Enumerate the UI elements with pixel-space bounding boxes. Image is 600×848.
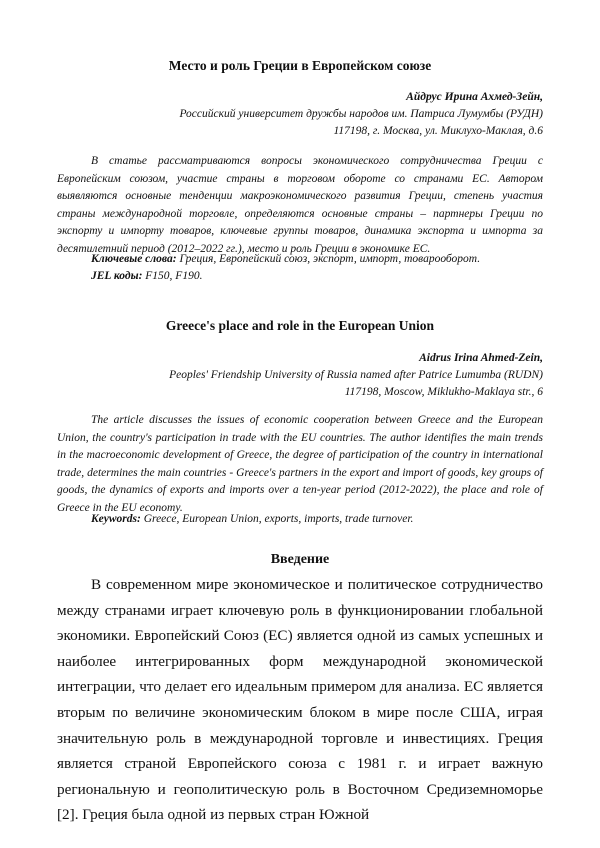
ru-jel-text: F150, F190. (142, 270, 203, 282)
ru-address: 117198, г. Москва, ул. Миклухо-Маклая, д.6 (333, 125, 543, 137)
ru-keywords-text: Греция, Европейский союз, экспорт, импорт, товарооборот. (176, 253, 481, 265)
ru-affiliation-block (63, 89, 543, 140)
ru-author: Айдрус Ирина Ахмед-Зейн, (406, 91, 543, 103)
ru-jel (91, 268, 543, 286)
intro-paragraph: В современном мире экономическое и политическое сотрудничество между странами играет ключевую роль в функционировании глобальной экономики. Европейский Союз (ЕС) является одной из самых успешных и наиболее интегрированных форм международной экономической интеграции, что делает его идеальным примером для анализа. ЕС является вторым по величине экономическим блоком в мире после США, играя значительную роль в международной торговле и инвестициях. Греция является страной Европейского союза с 1981 г. и играет важную региональную и геополитическую роль в Восточном Средиземноморье [2]. Греция была одной из первых стран Южной (57, 576, 543, 824)
en-keywords-label: Keywords: (91, 513, 141, 525)
ru-keywords (91, 251, 543, 269)
ru-keywords-label: Ключевые слова: (91, 253, 177, 265)
en-address: 117198, Moscow, Miklukho-Maklaya str., 6 (344, 386, 543, 398)
en-affiliation: Peoples' Friendship University of Russia named after Patrice Lumumba (RUDN) (169, 369, 543, 381)
en-author: Aidrus Irina Ahmed-Zein, (419, 352, 543, 364)
ru-jel-label: JEL коды: (91, 270, 143, 282)
en-keywords (91, 511, 543, 529)
intro-heading: Введение (270, 552, 330, 567)
en-keywords-text: Greece, European Union, exports, imports, trade turnover. (140, 513, 414, 525)
ru-title: Место и роль Греции в Европейском союзе (168, 58, 432, 73)
ru-affiliation: Российский университет дружбы народов им. Патриса Лумумбы (РУДН) (179, 108, 543, 120)
ru-abstract: В статье рассматриваются вопросы экономического сотрудничества Греции с Европейским союзом, участие страны в торговом обороте со странами ЕС. Автором выявляются основные тенденции макроэкономического развития Греции, степень участия страны международной торговле, определяются основные страны – партнеры Греции по экспорту и импорту товаров, ключевые группы товаров, динамика экспорта и импорта за десятилетний период (2012–2022 гг.), место и роль Греции в экономике ЕС. (57, 155, 543, 255)
en-title: Greece's place and role in the European Union (165, 318, 435, 333)
en-affiliation-block (63, 350, 543, 401)
en-abstract: The article discusses the issues of economic cooperation between Greece and the European Union, the country's participation in trade with the EU countries. The author identifies the main trends in the macroeconomic development of Greece, the degree of participation of the country in international trade, determines the main countries - Greece's partners in the export and import of goods, key groups of goods, the dynamics of exports and imports over a ten-year period (2012-2022), the place and role of Greece in the EU economy. (57, 414, 543, 514)
